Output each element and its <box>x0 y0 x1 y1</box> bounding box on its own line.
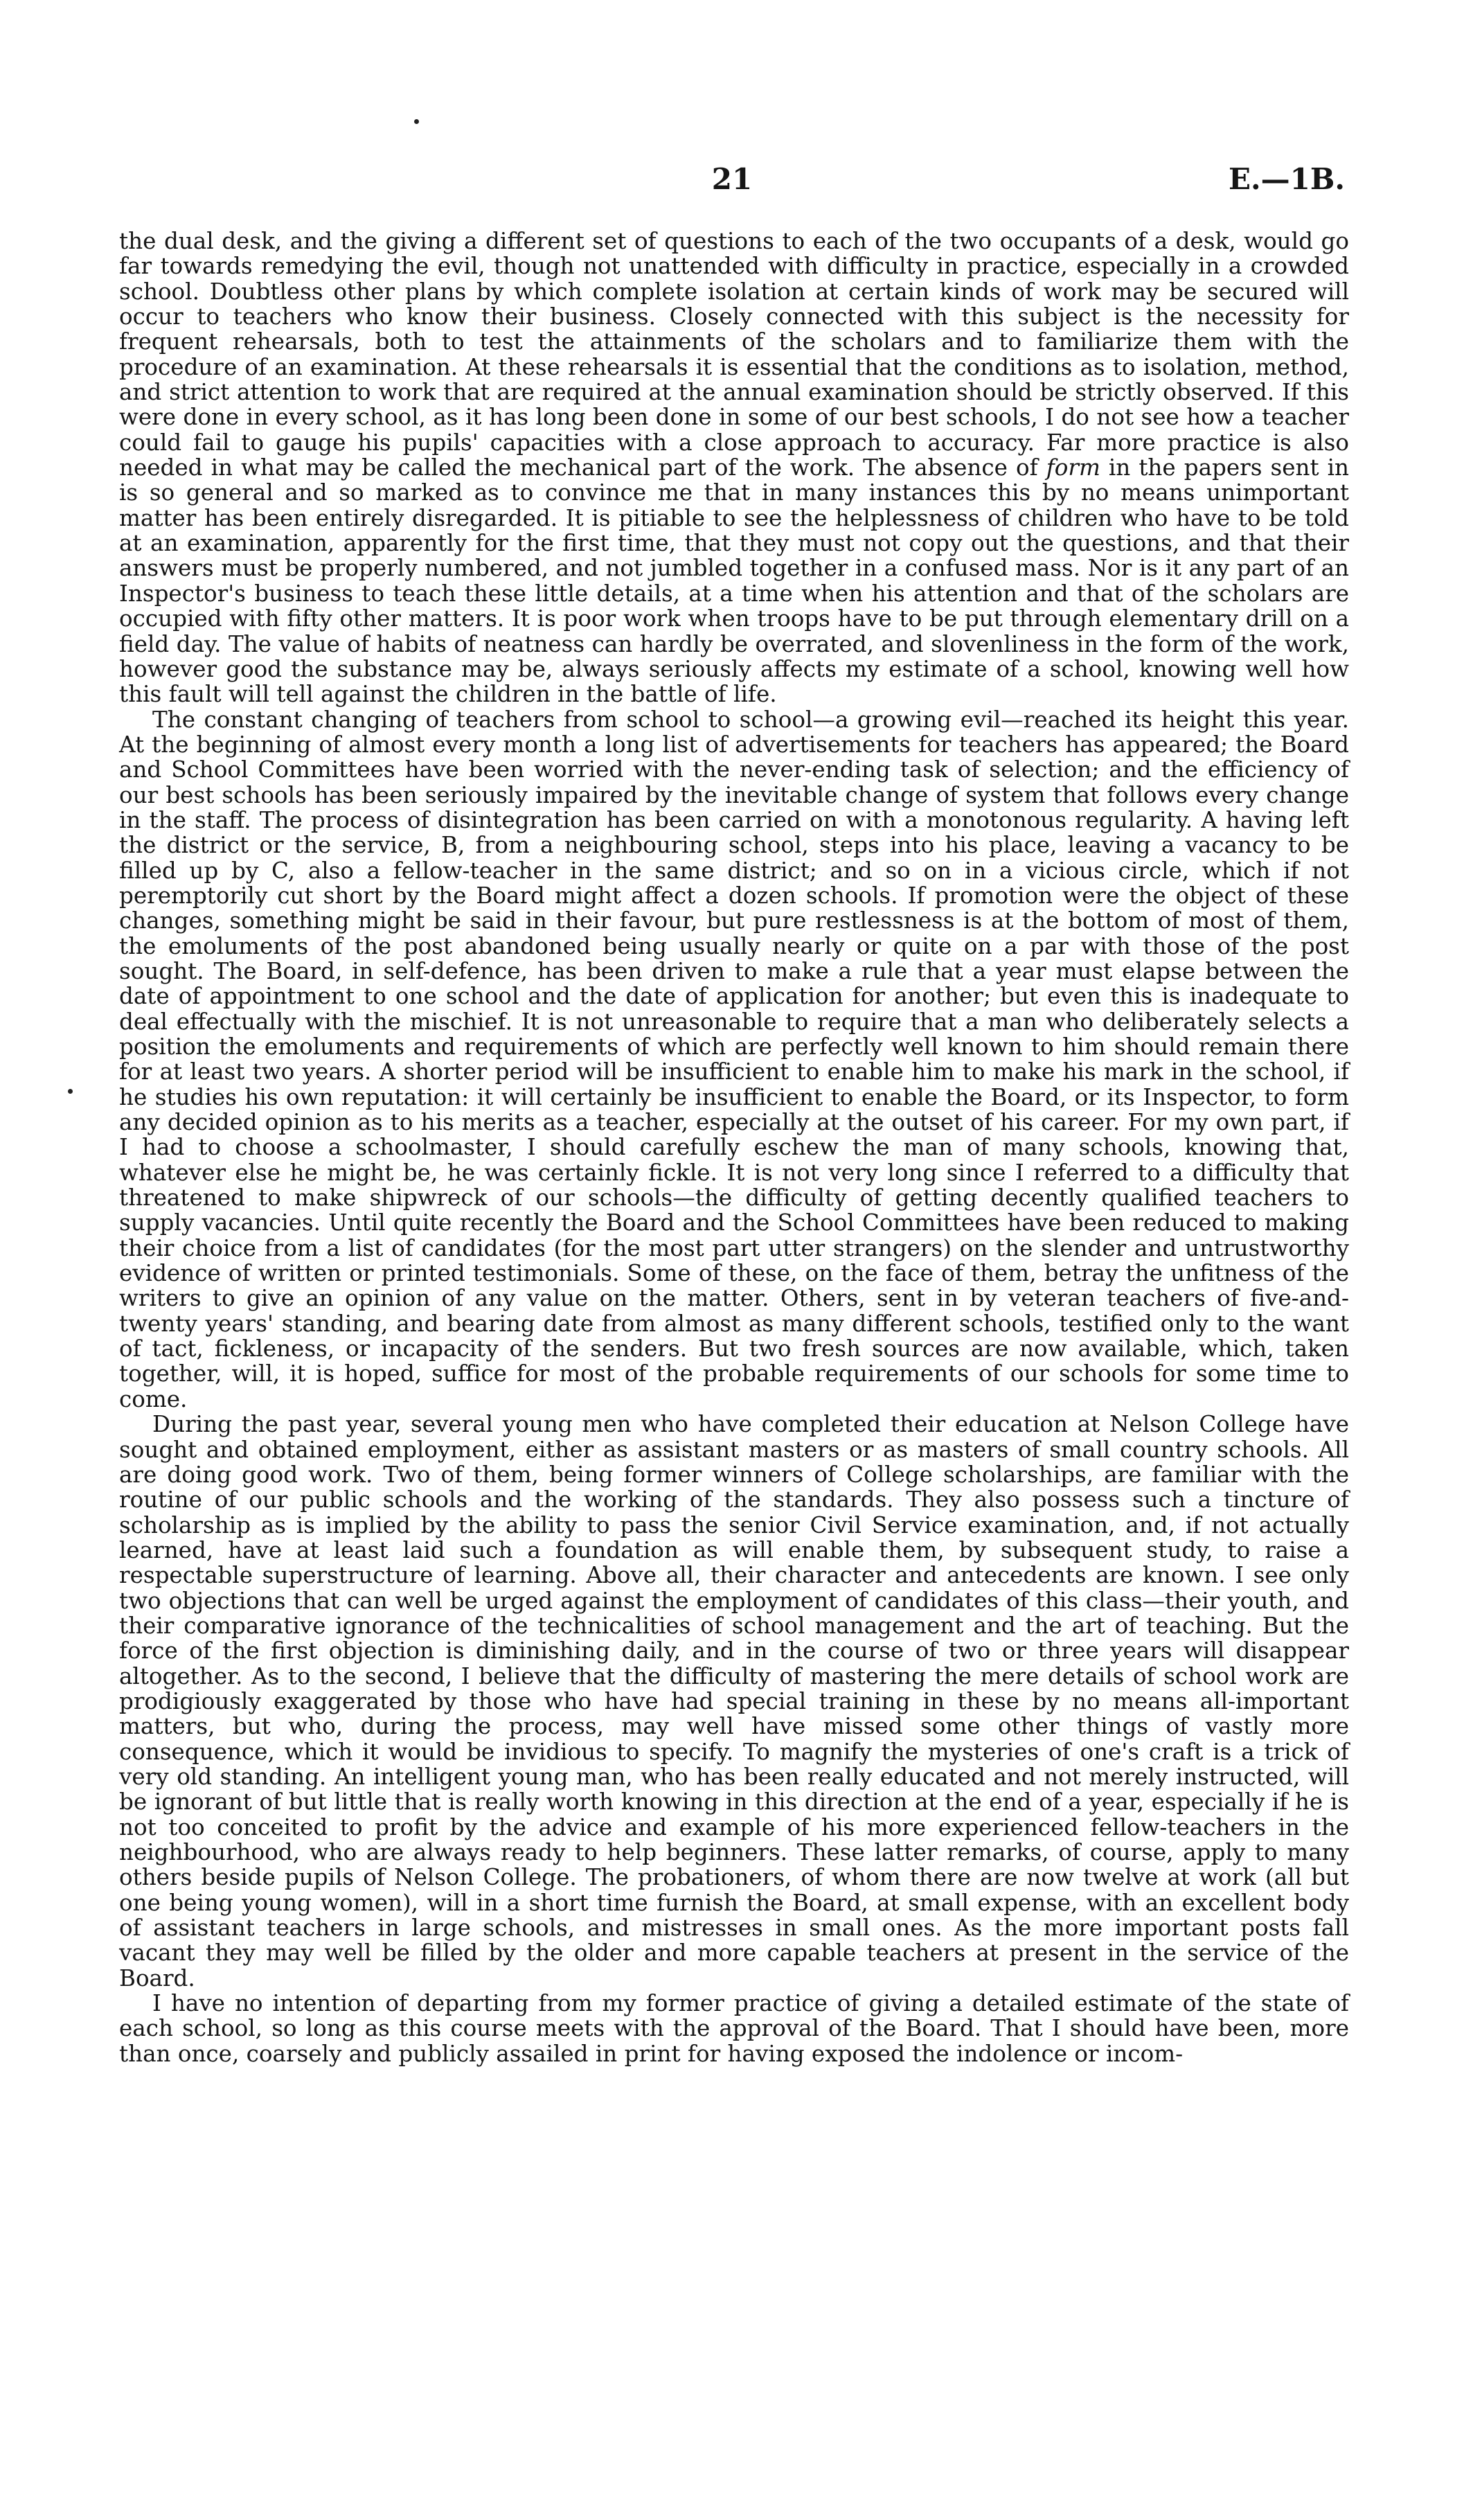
paragraph-nelson-college: During the past year, several young men who have completed their education at Nelson College have sought and obtained employment, either as assistant masters or as masters of small country schools. All are doing good work. Two of them, being former winners of College scholarships, are familiar with the routine of our public schools and the working of the standards. They also possess such a tincture of scholarship as is implied by the ability to pass the senior Civil Service examination, and, if not actually learned, have at least laid such a foundation as will enable them, by subsequent study, to raise a respectable superstructure of learning. Above all, their character and antecedents are known. I see only two objections that can well be urged against the employment of candidates of this class—their youth, and their comparative ignorance of the technicalities of school management and the art of teaching. But the force of the first objection is diminishing daily, and in the course of two or three years will disappear altogether. As to the second, I believe that the difficulty of mastering the mere details of school work are prodigiously exaggerated by those who have had special training in these by no means all-important matters, but who, during the process, may well have missed some other things of vastly more consequence, which it would be invidious to specify. To magnify the mysteries of one's craft is a trick of very old standing. An intelligent young man, who has been really educated and not merely instructed, will be ignorant of but little that is really worth knowing in this direction at the end of a year, especially if he is not too conceited to profit by the advice and example of his more experienced fellow-teachers in the neighbourhood, who are always ready to help beginners. These latter remarks, of course, apply to many others beside pupils of Nelson College. The probationers, of whom there are now twelve at work (all but one being young women), will in a short time furnish the Board, at small expense, with an excellent body of assistant teachers in large schools, and mistresses in small ones. As the more important posts fall vacant they may well be filled by the older and more capable teachers at present in the service of the Board. <box>119 1411 1349 1991</box>
paragraph-school-estimates: I have no intention of departing from my former practice of giving a detailed estimate of the state of each school, so long as this course meets with the approval of the Board. That I should have been, more than once, coarsely and publicly assailed in print for having exposed the indolence or incom- <box>119 1990 1349 2067</box>
margin-mark-left <box>68 1089 73 1094</box>
margin-mark-top <box>414 119 419 124</box>
paragraph-teacher-changes: The constant changing of teachers from school to school—a growing evil—reached its height this year. At the beginning of almost every month a long list of advertisements for teachers has appeared; the Board and School Committees have been worried with the never-ending task of selection; and the efficiency of our best schools has been seriously impaired by the inevitable change of system that follows every change in the staff. The process of disintegration has been carried on with a monotonous regularity. A having left the district or the service, B, from a neighbouring school, steps into his place, leaving a vacancy to be filled up by C, also a fellow-teacher in the same district; and so on in a vicious circle, which if not peremptorily cut short by the Board might affect a dozen schools. If promotion were the object of these changes, something might be said in their favour, but pure restlessness is at the bottom of most of them, the emoluments of the post abandoned being usually nearly or quite on a par with those of the post sought. The Board, in self-defence, has been driven to make a rule that a year must elapse between the date of appointment to one school and the date of application for another; but even this is inadequate to deal effectually with the mischief. It is not unreasonable to require that a man who deliberately selects a position the emoluments and requirements of which are perfectly well known to him should remain there for at least two years. A shorter period will be insufficient to enable him to make his mark in the school, if he studies his own reputation: it will certainly be insufficient to enable the Board, or its Inspector, to form any decided opinion as to his merits as a teacher, especially at the outset of his career. For my own part, if I had to choose a schoolmaster, I should carefully eschew the man of many schools, knowing that, whatever else he might be, he was certainly fickle. It is not very long since I referred to a difficulty that threatened to make shipwreck of our schools—the difficulty of getting decently qualified teachers to supply vacancies. Until quite recently the Board and the School Committees have been reduced to making their choice from a list of candidates (for the most part utter strangers) on the slender and untrustworthy evidence of written or printed testimonials. Some of these, on the face of them, betray the unfitness of the writers to give an opinion of any value on the matter. Others, sent in by veteran teachers of five-and-twenty years' standing, and bearing date from almost as many different schools, testified only to the want of tact, fickleness, or incapacity of the senders. But two fresh sources are now available, which, taken together, will, it is hoped, suffice for most of the probable requirements of our schools for some time to come. <box>119 706 1349 1412</box>
paragraph-1-text-continued: in the papers sent in is so general and so marked as to convince me that in many instances this by no means unimportant matter has been entirely disregarded. It is pitiable to see the helplessness of children who have to be told at an examination, apparently for the first time, that they must not copy out the questions, and that their answers must be properly numbered, and not jumbled together in a confused mass. Nor is it any part of an Inspector's business to teach these little details, at a time when his attention and that of the scholars are occupied with fifty other matters. It is poor work when troops have to be put through elementary drill on a field day. The value of habits of neatness can hardly be overrated, and slovenliness in the form of the work, however good the substance may be, always seriously affects my estimate of a school, knowing well how this fault will tell against the children in the battle of life. <box>119 454 1349 708</box>
paragraph-isolation <box>119 229 1349 707</box>
page-number: 21 <box>711 162 753 196</box>
report-reference: E.—1B. <box>1229 162 1345 196</box>
paragraph-1-text: the dual desk, and the giving a different set of questions to each of the two occupants of a desk, would go far towards remedying the evil, though not unattended with difficulty in practice, especially in a crowded school. Doubtless other plans by which complete isolation at certain kinds of work may be secured will occur to teachers who know their business. Closely connected with this subject is the necessity for frequent rehearsals, both to test the attainments of the scholars and to familiarize them with the procedure of an examination. At these rehearsals it is essential that the conditions as to isolation, method, and strict attention to work that are required at the annual examination should be strictly observed. If this were done in every school, as it has long been done in some of our best schools, I do not see how a teacher could fail to gauge his pupils' capacities with a close approach to accuracy. Far more practice is also needed in what may be called the mechanical part of the work. The absence of <box>119 228 1349 481</box>
report-body <box>119 229 1349 2066</box>
emphasis-form: form <box>1046 454 1100 481</box>
